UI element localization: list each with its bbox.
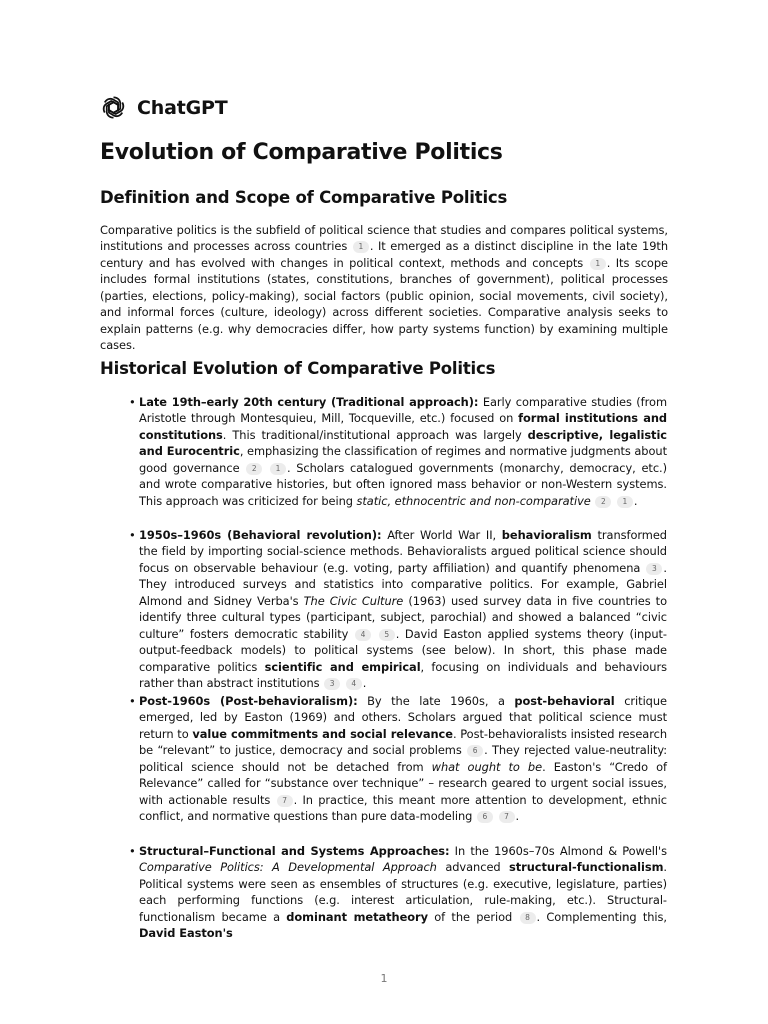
bold-text: David Easton's xyxy=(139,926,233,941)
bullet-text: . Political systems were seen as ensembles of structures (e.g. executive, legislature, parties) each performing functions (e.g. interest articulation, rule-making, etc.). Structural-functionalism became a xyxy=(139,860,667,924)
citation-badge[interactable]: 6 xyxy=(467,745,483,757)
citation-badge[interactable]: 3 xyxy=(646,563,662,575)
list-item-post-behavioral xyxy=(129,693,668,825)
bullet-text: (1963) used survey data in five countries to identify three cultural types (participant, subject, parochial) and showed a balanced “civic culture” fosters democratic stability xyxy=(139,593,667,641)
bullet-lead: 1950s–1960s (Behavioral revolution): xyxy=(139,528,382,542)
bold-text: dominant metatheory xyxy=(286,909,428,924)
bold-text: value commitments and social relevance xyxy=(192,726,453,741)
citation-badge[interactable]: 1 xyxy=(590,258,606,270)
bullet-text: In the 1960s–70s Almond & Powell's xyxy=(449,844,667,858)
bullet-text: After World War II, xyxy=(381,528,502,542)
italic-text: Comparative Politics: A Developmental Approach xyxy=(139,860,437,875)
bullet-text: . xyxy=(515,809,520,824)
list-item-behavioral xyxy=(129,527,667,692)
bold-text: post-behavioral xyxy=(514,694,615,708)
bold-text: behavioralism xyxy=(501,528,592,542)
bold-text: descriptive, legalistic and Eurocentric xyxy=(139,427,667,459)
brand-name: ChatGPT xyxy=(137,96,228,119)
citation-badge[interactable]: 4 xyxy=(346,678,362,690)
citation-badge[interactable]: 1 xyxy=(270,463,286,475)
document-title: Evolution of Comparative Politics xyxy=(100,140,503,165)
bullet-text: critique emerged, led by Easton (1969) and others. Scholars argued that political science must return to xyxy=(139,694,667,741)
citation-badge[interactable]: 6 xyxy=(477,811,493,823)
citation-badge[interactable]: 7 xyxy=(499,811,515,823)
section-heading-history: Historical Evolution of Comparative Politics xyxy=(100,359,496,378)
bullet-text: , focusing on individuals and behaviours rather than abstract institutions xyxy=(139,659,667,691)
bold-text: structural-functionalism xyxy=(509,860,664,875)
bullet-text: of the period xyxy=(427,909,513,924)
italic-text: what ought to be xyxy=(431,759,543,774)
citation-badge[interactable]: 2 xyxy=(246,463,262,475)
intro-text: . Its scope includes formal institutions (states, constitutions, branches of government), political processes (parties, elections, policy-making), social factors (public opinion, social movements, civil society), and informal forces (culture, ideology) across different societies. Comparative analysis seeks to explain patterns (e.g. why democracies differ, how party systems function) by examining multiple cases. xyxy=(100,255,668,353)
bullet-icon: • xyxy=(129,844,136,858)
section-heading-definition: Definition and Scope of Comparative Politics xyxy=(100,188,508,207)
bullet-text: , emphasizing the classification of regimes and normative judgments about good governance xyxy=(139,444,667,475)
bullet-text: transformed the field by importing social-science methods. Behavioralists argued political science should focus on observable behaviour (e.g. voting, party affiliation) and quantify phenomena xyxy=(139,528,667,575)
citation-badge[interactable]: 5 xyxy=(379,629,395,641)
intro-text: Comparative politics is the subfield of political science that studies and compares political systems, institutions and processes across countries xyxy=(100,223,668,254)
bullet-text: . Post-behavioralists insisted research be “relevant” to justice, democracy and social problems xyxy=(139,726,667,758)
citation-badge[interactable]: 7 xyxy=(277,795,293,807)
bullet-text: . xyxy=(362,676,367,691)
bullet-lead: Late 19th–early 20th century (Traditional approach): xyxy=(139,395,479,409)
italic-text: static, ethnocentric and non-comparative xyxy=(356,493,591,508)
page-number: 1 xyxy=(380,972,388,985)
bullet-text: . Easton's “Credo of Relevance” called for “substance over technique” – research geared to urgent social issues, with actionable results xyxy=(139,759,668,807)
citation-badge[interactable]: 8 xyxy=(520,912,536,924)
bullet-text: By the late 1960s, a xyxy=(357,694,515,708)
bullet-text: . Complementing this, xyxy=(536,909,667,924)
list-item-traditional xyxy=(129,394,667,509)
intro-paragraph xyxy=(100,222,668,354)
bullet-text: . Scholars catalogued governments (monarchy, democracy, etc.) and wrote comparative histories, but often ignored mass behavior or non-Western systems. This approach was criticized for being xyxy=(139,460,667,508)
citation-badge[interactable]: 1 xyxy=(617,496,633,508)
citation-badge[interactable]: 3 xyxy=(324,678,340,690)
bullet-icon: • xyxy=(129,694,136,708)
citation-badge[interactable]: 1 xyxy=(353,241,369,253)
bullet-text: . David Easton applied systems theory (input-output-feedback models) to political systems (see below). In short, this phase made comparative politics xyxy=(139,626,667,674)
citation-badge[interactable]: 4 xyxy=(355,629,371,641)
bullet-text: . xyxy=(633,493,638,508)
italic-text: The Civic Culture xyxy=(303,593,404,608)
bullet-text: Early comparative studies (from Aristotle through Montesquieu, Mill, Tocqueville, etc.) focused on xyxy=(139,395,667,426)
citation-badge[interactable]: 2 xyxy=(595,496,611,508)
intro-text: . It emerged as a distinct discipline in the late 19th century and has evolved with changes in political context, methods and concepts xyxy=(100,239,668,270)
brand-header xyxy=(100,94,227,121)
bold-text: scientific and empirical xyxy=(264,659,421,674)
list-item-structural-functional xyxy=(129,843,667,942)
openai-logo-icon xyxy=(100,94,127,121)
bullet-lead: Structural–Functional and Systems Approaches: xyxy=(139,844,450,858)
bullet-icon: • xyxy=(129,528,136,542)
bullet-lead: Post-1960s (Post-behavioralism): xyxy=(139,694,358,708)
bold-text: formal institutions and constitutions xyxy=(139,411,667,442)
bullet-text: . They rejected value-neutrality: political science should not be detached from xyxy=(139,743,668,774)
bullet-text: . This traditional/institutional approach was largely xyxy=(222,427,528,442)
bullet-text: . In practice, this meant more attention to development, ethnic conflict, and normative questions than pure data-modeling xyxy=(139,792,667,824)
bullet-text: . They introduced surveys and statistics into comparative politics. For example, Gabriel Almond and Sidney Verba's xyxy=(139,560,667,608)
bullet-text: advanced xyxy=(436,860,510,875)
bullet-icon: • xyxy=(129,395,136,409)
